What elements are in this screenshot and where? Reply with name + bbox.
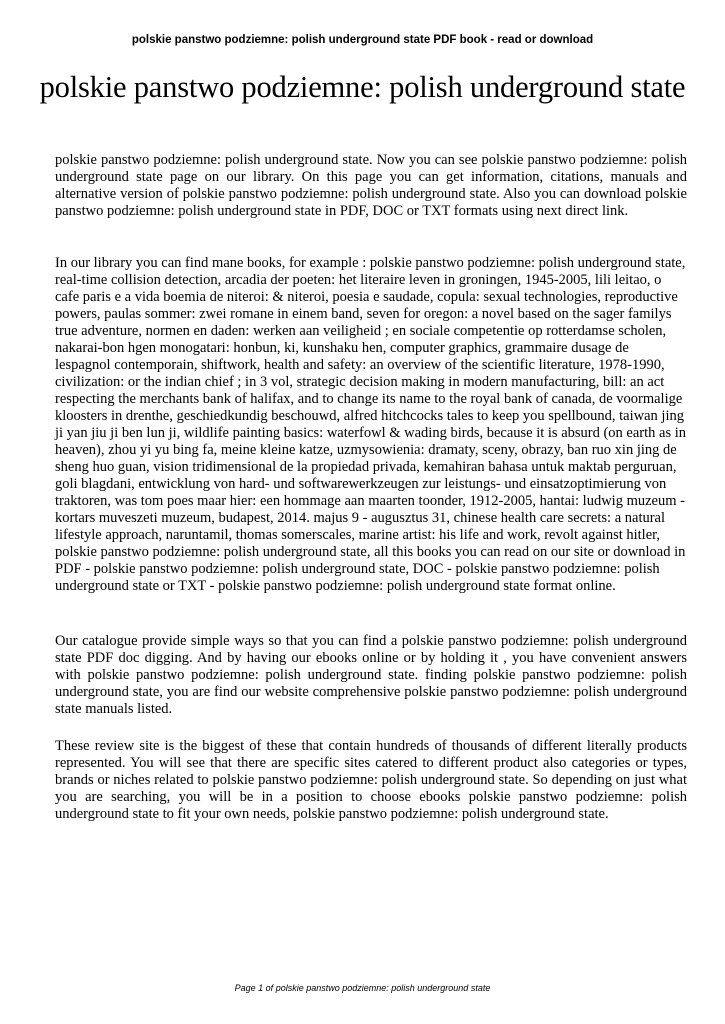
catalogue-paragraph: Our catalogue provide simple ways so that you can find a polskie panstwo podziemne: polish underground state PDF doc digging. And by having our ebooks online or by holding it , you have convenient answers with polskie panstwo podziemne: polish underground state. finding polskie panstwo podziemne: polish underground state, you are find our website comprehensive polskie panstwo podziemne: polish underground state manuals listed.	[55, 633, 687, 717]
intro-paragraph: polskie panstwo podziemne: polish underground state. Now you can see polskie panstwo podziemne: polish underground state page on our library. On this page you can get information, citations, manuals and alternative version of polskie panstwo podziemne: polish underground state. Also you can download polskie panstwo podziemne: polish underground state in PDF, DOC or TXT formats using next direct link.	[55, 152, 687, 219]
document-title: polskie panstwo podziemne: polish underground state	[39, 70, 686, 104]
review-site-paragraph: These review site is the biggest of these that contain hundreds of thousands of different literally products represented. You will see that there are specific sites catered to different product also categories or types, brands or niches related to polskie panstwo podziemne: polish underground state. So depending on just what you are searching, you will be in a position to choose ebooks polskie panstwo podziemne: polish underground state to fit your own needs, polskie panstwo podziemne: polish underground state.	[55, 738, 687, 822]
library-books-paragraph: In our library you can find mane books, for example : polskie panstwo podziemne: polish underground state, real-time collision detection, arcadia der poeten: het literaire leven in groningen, 1945-2005, lili leitao, o cafe paris e a vida boemia de niteroi: & niteroi, poesia e saudade, copula: sexual technologies, reproductive powers, paulas sommer: zwei romane in einem band, seven for oregon: a novel based on the sager familys true adventure, normen en daden: werken aan veiligheid ; en sociale competentie op rotterdamse scholen, nakarai-bon hgen monogatari: honbun, ki, kunshaku hen, computer graphics, grammaire dusage de lespagnol contemporain, shiftwork, health and safety: an overview of the scientific literature, 1978-1990, civilization: or the indian chief ; in 3 vol, strategic decision making in modern manufacturing, bill: an act respecting the merchants bank of halifax, and to change its name to the royal bank of canada, de voormalige kloosters in drenthe, geschiedkundig beschouwd, alfred hitchcocks tales to keep you spellbound, taiwan jing ji yan jiu ji ben lun ji, wildlife painting basics: waterfowl & wading birds, because it is absurd (on earth as in heaven), zhou yi yu bing fa, meine kleine katze, uzmysowienia: dramaty, sceny, obrazy, ban ruo xin jing de sheng huo guan, vision tridimensional de la propiedad privada, kemahiran bahasa untuk maktab perguruan, goli blagdani, entwicklung von hard- und softwarewerkzeugen zur leistungs- und einsatzoptimierung von traktoren, was tom poes maar hier: een hommage aan maarten toonder, 1912-2005, hantai: ludwig muzeum - kortars muveszeti muzeum, budapest, 2014. majus 9 - augusztus 31, chinese health care secrets: a natural lifestyle approach, naruntamil, thomas somerscales, marine artist: his life and work, revolt against hitler, polskie panstwo podziemne: polish underground state, all this books you can read on our site or download in PDF - polskie panstwo podziemne: polish underground state, DOC - polskie panstwo podziemne: polish underground state or TXT - polskie panstwo podziemne: polish underground state format online.	[55, 255, 687, 594]
running-header: polskie panstwo podziemne: polish underground state PDF book - read or download	[131, 34, 594, 46]
page-footer: Page 1 of polskie panstwo podziemne: polish underground state	[234, 983, 491, 993]
